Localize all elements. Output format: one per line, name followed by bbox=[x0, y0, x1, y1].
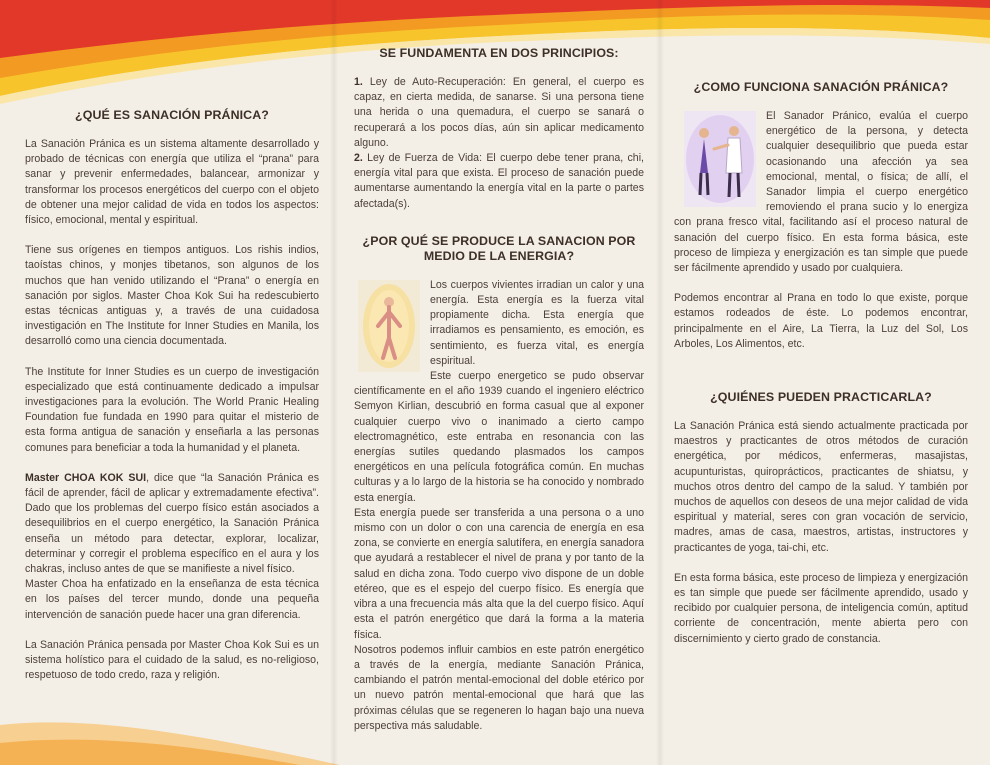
paragraph: La Sanación Pránica pensada por Master Choa Kok Sui es un sistema holístico para el cuidado de la salud, es no-religioso, respetuoso de todo credo, raza y religión. bbox=[25, 638, 319, 682]
paragraph: El Sanador Pránico, evalúa el cuerpo energético de la persona, y detecta cualquier desequilibrio que pueda estar ocasionando una afección ya sea emocional, mental, o física; de allí, el Sanador limpia el cuerpo energético removiendo el prana sucio y lo energiza con prana fresco vital, facilitando así el proceso natural de sanación del cuerpo físico. En esta forma básica, este proceso de limpieza y energización es tan simple que puede ser fácilmente aprendido y usado por cualquiera. bbox=[674, 110, 968, 275]
heading-como-funciona: ¿COMO FUNCIONA SANACIÓN PRÁNICA? bbox=[693, 80, 949, 94]
paragraph: En esta forma básica, este proceso de limpieza y energización es tan simple que puede ser fácilmente aprendido, usado y recibido por cualquier persona, de inteligencia común, aptitud corriente de concentración, mente abierta pero con discernimiento y cierto grado de constancia. bbox=[674, 571, 968, 645]
principle-number: 1. bbox=[354, 76, 363, 88]
paragraph: Este cuerpo energetico se pudo observar científicamente en el año 1939 cuando el ingeniero eléctrico Semyon Kirlian, descubrió en forma casual que al exponer cualquier cuerpo vivo o inanimado a cierto campo electromagnético, este entraba en resonancia con las energías sutiles quedando plasmados los campos energéticos en una película fotográfica común. En muchas culturas y a lo largo de la historia se ha conocido y nombrado esta energía. bbox=[354, 370, 644, 504]
aura-figure-image bbox=[358, 280, 420, 372]
paragraph: Esta energía puede ser transferida a una persona o a uno mismo con un dolor o con una carencia de energía en esa zona, se convierte en energía salutífera, en energía sanadora que ayudará a restablecer el nivel de prana y por tanto de la salud en dicha zona. Todo cuerpo vivo dispone de un doble etéreo, que es el espejo del cuerpo físico. Es energía que vibra a una frecuencia más alta que la del cuerpo físico. Aquí esta el patrón energético que dará la forma a la materia física. bbox=[354, 506, 644, 641]
paragraph: La Sanación Pránica es un sistema altamente desarrollado y probado de técnicas con energía que utiliza el “prana” para sanar y prevenir enfermedades, balancear, armonizar y transformar los procesos energéticos del cuerpo con el objeto de obtener una mejor calidad de vida en todos los aspectos: físico, emocional, mental y espiritual. bbox=[25, 138, 319, 227]
paragraph: The Institute for Inner Studies es un cuerpo de investigación especializado que está continuamente dedicado a impulsar investigaciones para la evolución. The World Pranic Healing Foundation fue fundada en 1990 para quitar el misterio de esta forma antigua de sanación y enseñarla a las personas comunes para beneficiar a toda la humanidad y el planeta. bbox=[25, 365, 319, 454]
paragraph: Nosotros podemos influir cambios en este patrón energético a través de la energía, mediante Sanación Pránica, cambiando el patrón mental-emocional del doble etérico por un nuevo patrón mental-emocional que hará que las próximas células que se regeneren lo hagan bajo una nueva perspectiva más saludable. bbox=[354, 643, 644, 732]
principle-1 bbox=[354, 75, 644, 151]
paragraph: Tiene sus orígenes en tiempos antiguos. Los rishis indios, taoístas chinos, y monjes tibetanos, son algunos de los muchos que han venido utilizando el “Prana” o energía en sanación por siglos. Master Choa Kok Sui ha redescubierto estas técnicas antiguas y, a través de una cuidadosa investigación en The Institute for Inner Studies en Manila, los desarrolló como una ciencia documentada. bbox=[25, 244, 319, 348]
heading-que-es: ¿QUÉ ES SANACIÓN PRÁNICA? bbox=[75, 108, 269, 122]
paragraph: Master Choa ha enfatizado en la enseñanza de esta técnica en los países del tercer mundo, donde una pequeña intervención de sanación puede hacer una gran diferencia. bbox=[25, 578, 319, 621]
panel-middle bbox=[354, 46, 644, 734]
panel-fold bbox=[330, 0, 338, 765]
paragraph: Podemos encontrar al Prana en todo lo que existe, porque estamos rodeados de éste. Lo podemos encontrar, principalmente en el Aire, La Tierra, la Luz del Sol, Los Arboles, Los Alimentos, etc. bbox=[674, 292, 968, 350]
heading-quienes: ¿QUIÉNES PUEDEN PRACTICARLA? bbox=[710, 390, 932, 405]
panel-right bbox=[674, 80, 968, 647]
master-name: Master CHOA KOK SUI bbox=[25, 471, 147, 484]
heading-principios: SE FUNDAMENTA EN DOS PRINCIPIOS: bbox=[379, 46, 619, 60]
heading-por-que: ¿POR QUÉ SE PRODUCE LA SANACION POR MEDIO DE LA ENERGIA? bbox=[362, 233, 636, 263]
principle-number: 2. bbox=[354, 152, 363, 165]
paragraph-text: , dice que “la Sanación Pránica es fácil de aprender, fácil de aplicar y extremadamente efectiva”. Dado que los problemas del cuerpo físico están asociados a desequilibrios en el cuerpo energético, la Sanación Pránica enseña un método para detectar, explorar, localizar, determinar y corregir el problema específico en el aura y los chakras, incluso antes de que se manifieste a nivel físico. bbox=[25, 471, 319, 576]
principle-text: Ley de Auto-Recuperación: En general, el cuerpo es capaz, en cierta medida, de sanarse. Si una persona tiene una herida o una quemadura, el cuerpo se sanará o recuperará a los pocos días, aún sin aplicar medicamento alguno. bbox=[354, 76, 644, 149]
principle-2 bbox=[354, 151, 644, 212]
footer-wave-decoration bbox=[0, 685, 340, 765]
paragraph bbox=[25, 471, 319, 577]
healer-figure-image bbox=[684, 111, 756, 207]
paragraph: La Sanación Pránica está siendo actualmente practicada por maestros y practicantes de otros métodos de curación energética, por médicos, enfermeras, masajistas, acupunturistas, quiroprácticos, practicantes de shiatsu, y muchos otros dentro del campo de la salud. Y también por muchos de aquellos con deseos de una mejor calidad de vida espiritual y material, seres con gran vocación de servicio, madres, amas de casa, maestros, artistas, instructores y practicantes de yoga, tai-chi, etc. bbox=[674, 420, 968, 554]
paragraph: Los cuerpos vivientes irradian un calor y una energía. Esta energía es la fuerza vital propiamente dicha. Esta energía que irradiamos es pensamiento, es emoción, es sentimiento, es fuerza vital, es energía espiritual. bbox=[430, 278, 644, 367]
panel-fold bbox=[656, 0, 664, 765]
principle-text: Ley de Fuerza de Vida: El cuerpo debe tener prana, chi, energía vital para que exista. El proceso de sanación puede aumentarse aumentando la energía vital en la parte o partes afectada(s). bbox=[354, 152, 644, 210]
panel-left bbox=[25, 108, 319, 684]
